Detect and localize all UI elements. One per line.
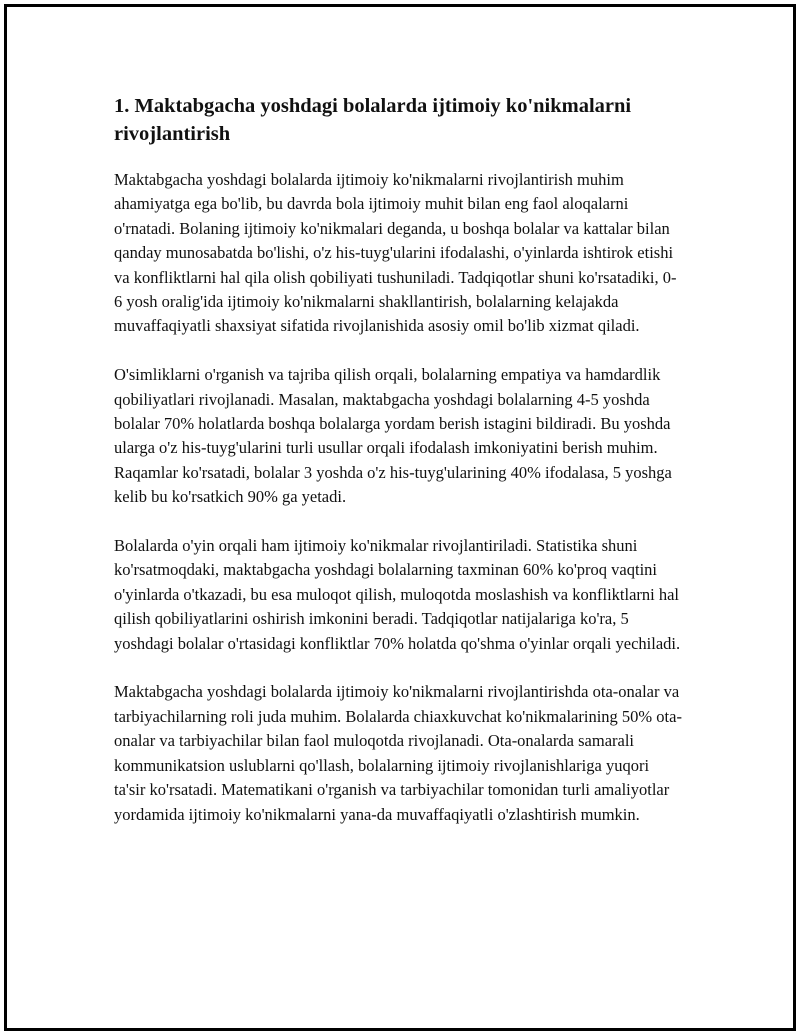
paragraph-2: O'simliklarni o'rganish va tajriba qilish orqali, bolalarning empatiya va hamdardlik qobiliyatlari rivojlanadi. Masalan, maktabgacha yoshdagi bolalarning 4-5 yoshda bolalar 70% holatlarda boshqa bolalarga yordam berish istagini bildiradi. Bu yoshda ularga o'z his-tuyg'ularini turli usullar orqali ifodalash imkoniyatini berish muhim. Raqamlar ko'rsatadi, bolalar 3 yoshda o'z his-tuyg'ularining 40% ifodalasa, 5 yoshga kelib bu ko'rsatkich 90% ga yetadi. (114, 365, 672, 507)
paragraph-4: Maktabgacha yoshdagi bolalarda ijtimoiy ko'nikmalarni rivojlantirishda ota-onalar va tarbiyachilarning roli juda muhim. Bolalarda chiaxkuvchat ko'nikmalarining 50% ota-onalar va tarbiyachilar bilan faol muloqotda rivojlanadi. Ota-onalarda samarali kommunikatsion uslublarni qo'llash, bolalarning ijtimoiy rivojlanishlariga yuqori ta'sir ko'rsatadi. Matematikani o'rganish va tarbiyachilar tomonidan turli amaliyotlar yordamida ijtimoiy ko'nikmalarni yana-da muvaffaqiyatli o'zlashtirish mumkin. (114, 682, 682, 824)
document-body (114, 92, 684, 851)
section-heading: 1. Maktabgacha yoshdagi bolalarda ijtimoiy ko'nikmalarni rivojlantirish (114, 95, 632, 145)
paragraph-1: Maktabgacha yoshdagi bolalarda ijtimoiy ko'nikmalarni rivojlantirish muhim ahamiyatga ega bo'lib, bu davrda bola ijtimoiy muhit bilan eng faol aloqalarni o'rnatadi. Bolaning ijtimoiy ko'nikmalari deganda, u boshqa bolalar va kattalar bilan qanday munosabatda bo'lishi, o'z his-tuyg'ularini ifodalashi, o'yinlarda ishtirok etishi va konfliktlarni hal qila olish qobiliyati tushuniladi. Tadqiqotlar shuni ko'rsatadiki, 0-6 yosh oralig'ida ijtimoiy ko'nikmalarni shakllantirish, bolalarning kelajakda muvaffaqiyatli shaxsiyat sifatida rivojlanishida asosiy omil bo'lib xizmat qiladi. (114, 170, 677, 336)
paragraph-3: Bolalarda o'yin orqali ham ijtimoiy ko'nikmalar rivojlantiriladi. Statistika shuni ko'rsatmoqdaki, maktabgacha yoshdagi bolalarning taxminan 60% ko'proq vaqtini o'yinlarda o'tkazadi, bu esa muloqot qilish, muloqotda moslashish va konfliktlarni hal qilish qobiliyatlarini oshirish imkonini beradi. Tadqiqotlar natijalariga ko'ra, 5 yoshdagi bolalar o'rtasidagi konfliktlar 70% holatda qo'shma o'yinlar orqali yechiladi. (114, 536, 681, 653)
